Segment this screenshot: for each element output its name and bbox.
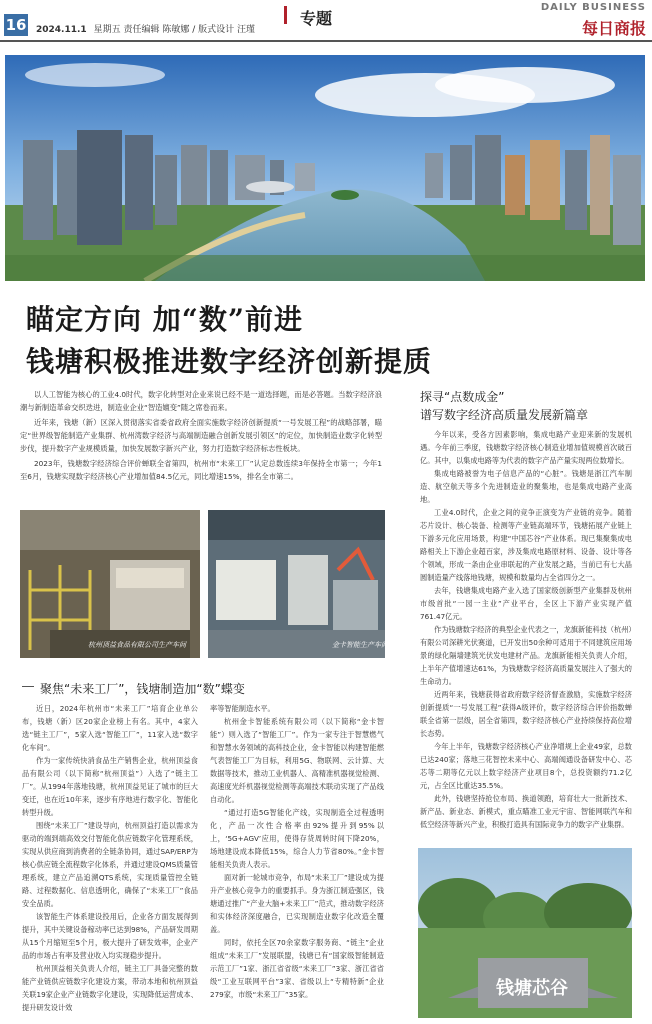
factory-photo-left: [20, 510, 200, 658]
article-paragraph: 集成电路被誉为电子信息产品的“心脏”。钱塘是浙江汽车制造、航空航天等多个先进制造业的聚集地，也是集成电路产业高地。: [420, 469, 632, 504]
right-article-column: [420, 428, 632, 848]
article-paragraph: 作为一家传统快消食品生产销售企业，杭州顶益食品有限公司（以下简称“杭州顶益”）入选了“链主工厂”。从1994年落地钱塘，杭州顶益见证了城市的巨大变迁，也在近10年来，逐步有序地进行数字化、智能化转型升级。: [22, 756, 198, 817]
page-header: [0, 0, 652, 42]
header-divider: [0, 40, 652, 42]
article-paragraph: 该智能生产体系建设投用后，企业各方面发展得到提升，其中关键设备稼动率已达到98%，产品研发周期从15个月缩短至5个月，极大提升了研发效率，企业产品的市场占有率及营业收入均实现稳步提升。: [22, 912, 198, 960]
article-paragraph: 今年以来，受各方因素影响，集成电路产业迎来新的发展机遇。今年前三季度，钱塘数字经济核心制造业增加值规模首次破百亿。其中，以集成电路等为代表的数字产品产量实现两位数增长。: [420, 430, 632, 465]
factory-photo-right: [208, 510, 385, 658]
left-subhead: 聚焦“未来工厂”，钱塘制造加“数”蝶变: [40, 682, 245, 696]
brand-chinese: 每日商报: [581, 19, 646, 38]
photo-caption-right: 金卡智能生产车间: [332, 641, 388, 649]
editor-credit: 责任编辑 陈敏娜: [123, 25, 190, 35]
design-credit: / 版式设计 汪瑾: [192, 25, 255, 35]
subhead-marker: [22, 686, 34, 687]
left-article-column-1: [22, 702, 198, 1020]
article-paragraph: 面对新一轮城市竞争，布局“未来工厂”建设成为提升产业核心竞争力的重要抓手。身为浙江制造强区，钱塘通过推广“产业大脑+未来工厂”范式，推动数字经济和实体经济深度融合，已实现制造业数字化改造全覆盖。: [210, 873, 384, 934]
article-paragraph: 杭州顶益相关负责人介绍，链主工厂具备完整的数能产业链供应链数字化建设方案，带动本地和杭州顶益关联19家企业产业链数字化建设，实现降低运营成本、提升研发设计效: [22, 964, 198, 1012]
intro-text: [20, 388, 382, 485]
photo-caption-left: 杭州顶益食品有限公司生产车间: [88, 641, 186, 649]
intro-paragraph: 近年来，钱塘（新）区深入贯彻落实省委省政府全面实施数字经济创新提质“一号发展工程”的战略部署，瞄定“世界级智能制造产业集群、杭州湾数字经济与高端制造融合创新发展引领区”的定位，加快制造业数字化转型步伐，提升数字产业规模质量，加快发展数字新兴产业，努力打造数字经济标志性板块。: [20, 418, 382, 453]
article-paragraph: 近日，2024年杭州市“未来工厂”培育企业单公布，钱塘（新）区20家企业榜上有名。其中，4家入选“链主工厂”，5家入选“智能工厂”，11家入选“数字化车间”。: [22, 704, 198, 752]
right-subhead-1: 探寻“点数成金”: [420, 390, 505, 404]
header-meta: [36, 22, 255, 35]
article-paragraph: 近两年来，钱塘获得省政府数字经济督查激励，实施数字经济创新提质“一号发展工程”获得A级评价，数字经济综合评价指数蝉联全省第一层级，居全省第四，数字经济核心产业持续保持高位增长态势。: [420, 690, 632, 738]
intro-paragraph: 以人工智能为核心的工业4.0时代，数字化转型对企业来说已经不是一道选择题，而是必答题。当数字经济浪潮与新制造革命交织迭进，制造业企业“智造嬗变”随之席卷而来。: [20, 390, 382, 412]
issue-date: 2024.11.1: [36, 25, 87, 35]
headline-line-2: 钱塘积极推进数字经济创新提质: [26, 345, 433, 378]
article-paragraph: 杭州金卡智能系统有限公司（以下简称“金卡智能”）则入选了“智能工厂”。作为一家专注于智慧燃气和智慧水务领域的高科技企业，金卡智能以构建智能燃气表智能工厂为目标，利用5G、物联网、云计算、大数据等技术，推动工业机器人、高精准机器视觉检测、高速度光纤机器视觉检测等高端技术联动实现了产品线自动化。: [210, 717, 384, 804]
left-article-column-2: [210, 702, 384, 1020]
section-title: 专题: [300, 9, 333, 28]
article-paragraph: 围绕“未来工厂”建设导向，杭州顶益打造以需求为驱动的端到端高效交付智能化供应链数字化管理系统，实现从供应商到消费者的全链条协同，通过SAP/ERP为核心供应链全流程数字化体系，并通过建设QMS质量管理系统，建立产品追溯QTS系统，实现质量管控全链路、过程数据化、信息透明化，确保了“未来工厂”食品安全品质。: [22, 821, 198, 908]
intro-paragraph: 2023年，钱塘数字经济综合评价蝉联全省第四，杭州市“未来工厂”认定总数连续3年保持全市第一；今年1至6月，钱塘实现数字经济核心产业增加值84.5亿元，同比增速15%，排名全市第二。: [20, 459, 382, 481]
article-paragraph: 去年，钱塘集成电路产业入选了国家级创新型产业集群及杭州市级首批“一园一主业”产业平台，全区上下游产业实现产值761.47亿元。: [420, 586, 632, 621]
article-paragraph: 此外，钱塘坚持抢位布局、换道领跑，培育壮大一批新技术、新产品、新业态、新模式，重点瞄准工业元宇宙、智能网联汽车和低空经济等新兴产业，积极打造具有国际竞争力的数字产业集群。: [420, 794, 632, 829]
article-paragraph: 工业4.0时代，企业之间的竞争正演变为产业链的竞争。随着芯片设计、核心装备、检测等产业链高端环节，钱塘拓展产业链上下游多元化应用场景，构建“中国芯谷”产业体系。现已集聚集成电路相关上下游企业超百家，涉及集成电路原材料、设备、设计等各个领域，形成一条由企业串联起的产业发展之路，当前已有七大晶圆制造量产线落地钱塘，规模和数量均占全省四分之一。: [420, 508, 632, 582]
hero-city-photo: [5, 55, 645, 281]
article-paragraph: 率等智能制造水平。: [210, 704, 275, 713]
article-paragraph: 作为钱塘数字经济的典型企业代表之一，龙旗新能科技（杭州）有限公司深耕光伏赛道，已开发出50余种可适用于不同建筑应用场景的绿化隔墙建筑光伏发电建材产品。龙旗新能相关负责人介绍，上半年产值增速达61%，为钱塘数字经济高质量发展注入了强大的生命动力。: [420, 625, 632, 686]
brand-english: DAILY BUSINESS: [540, 2, 646, 13]
page-number: 16: [5, 16, 27, 34]
right-subhead-2: 谱写数字经济高质量发展新篇章: [420, 408, 589, 422]
chip-valley-photo: [418, 848, 632, 1018]
section-marker: [284, 6, 287, 24]
chip-valley-sign: 钱塘芯谷: [496, 978, 568, 999]
article-paragraph: “通过打造5G智能化产线，实现制造全过程透明化，产品一次性合格率由92%提升到95%以上，‘5G+AGV’应用，使得存货周转时间下降20%，场地建设成本降低15%，综合人力节省80%。”金卡智能相关负责人表示。: [210, 808, 384, 869]
weekday: 星期五: [93, 25, 121, 35]
article-paragraph: 同时，依托全区70余家数字服务商、“链主”企业组成“未来工厂”发展联盟，钱塘已有“国家级智能制造示范工厂”1家、浙江省省级“未来工厂”3家、浙江省省级“工业互联网平台”3家、省级以上“专精特新”企业279家，市级“未来工厂”35家。: [210, 938, 384, 999]
headline-line-1: 瞄定方向 加“数”前进: [26, 303, 303, 336]
article-paragraph: 今年上半年，钱塘数字经济核心产业净增规上企业49家，总数已达240家；落地三花智控未来中心、高端阀通设备研发中心、芯芯等二期等亿元以上数字经济产业项目8个，总投资额约71.2亿元，占全区比重达35.5%。: [420, 742, 632, 790]
